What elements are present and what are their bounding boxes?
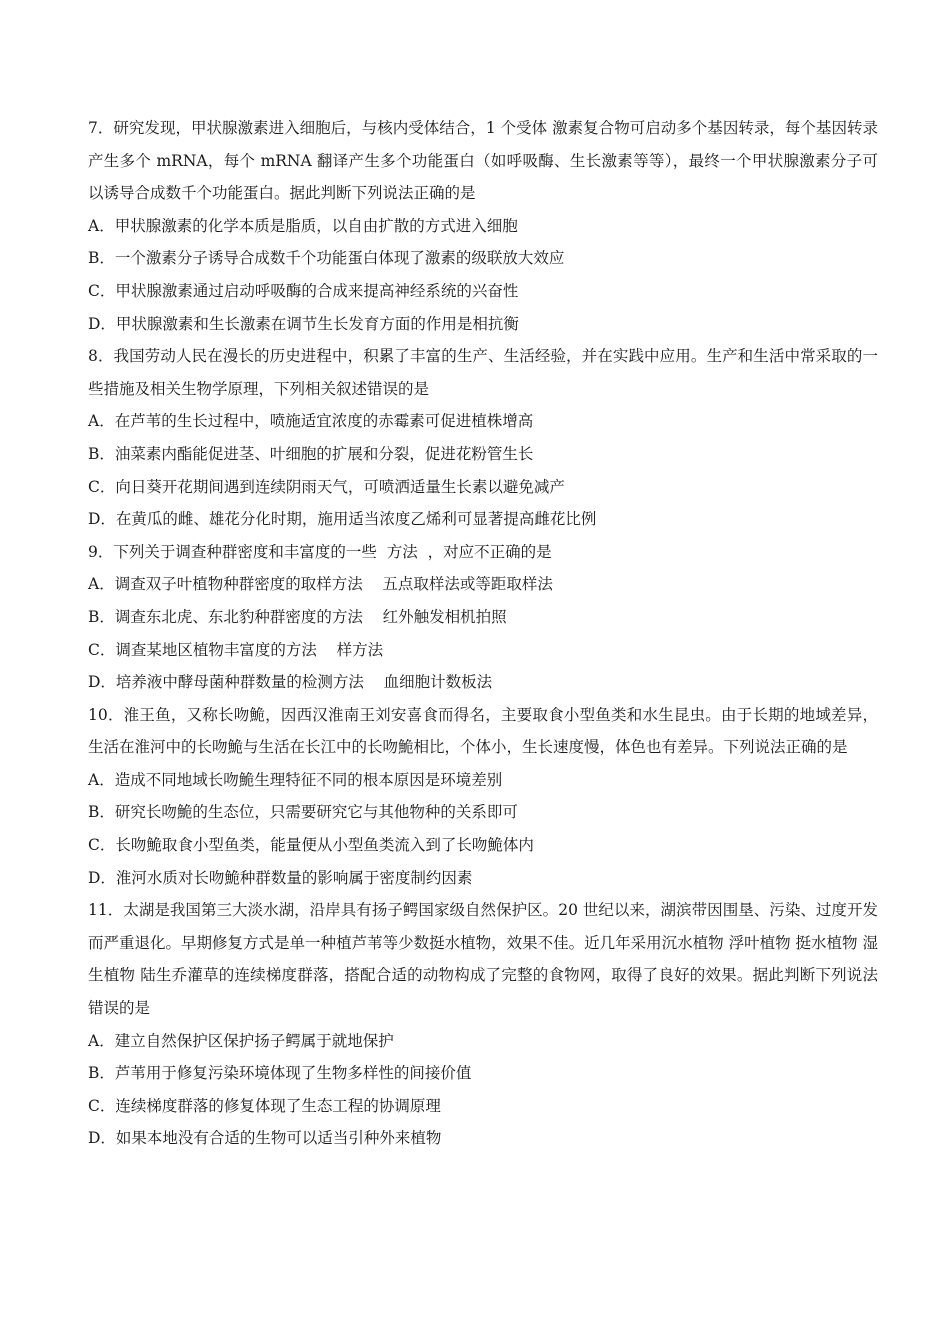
option-b: B．调查东北虎、东北豹种群密度的方法 红外触发相机拍照	[88, 607, 507, 626]
option-b: B．研究长吻鮠的生态位，只需要研究它与其他物种的关系即可	[88, 803, 518, 822]
question-9	[88, 536, 878, 699]
option-d: D．甲状腺激素和生长激素在调节生长发育方面的作用是相抗衡	[88, 314, 519, 333]
option-c: C．长吻鮠取食小型鱼类，能量便从小型鱼类流入到了长吻鮠体内	[88, 836, 534, 855]
question-stem: 8．我国劳动人民在漫长的历史进程中，积累了丰富的生产、生活经验，并在实践中应用。生产和生活中常采取的一些措施及相关生物学原理，下列相关叙述错误的是	[88, 347, 878, 398]
option-a: A．调查双子叶植物种群密度的取样方法 五点取样法或等距取样法	[88, 575, 553, 594]
option-c: C．调查某地区植物丰富度的方法 样方法	[88, 640, 384, 659]
option-c: C．甲状腺激素通过启动呼吸酶的合成来提高神经系统的兴奋性	[88, 281, 519, 300]
question-7	[88, 112, 878, 340]
option-b: B．一个激素分子诱导合成数千个功能蛋白体现了激素的级联放大效应	[88, 249, 565, 268]
question-stem: 10．淮王鱼，又称长吻鮠，因西汉淮南王刘安喜食而得名，主要取食小型鱼类和水生昆虫。由于长期的地域差异，生活在淮河中的长吻鮠与生活在长江中的长吻鮠相比，个体小，生长速度慢，体色也有差异。下列说法正确的是	[88, 705, 878, 757]
option-a: A．造成不同地域长吻鮠生理特征不同的根本原因是环境差别	[88, 770, 503, 789]
question-stem: 7．研究发现，甲状腺激素进入细胞后，与核内受体结合，1 个受体 激素复合物可启动多个基因转录，每个基因转录产生多个 mRNA，每个 mRNA 翻译产生多个功能蛋白（如呼吸酶、生长激素等等），最终一个甲状腺激素分子可以诱导合成数千个功能蛋白。据此判断下列说法正确的是	[88, 119, 878, 203]
option-a: A．在芦苇的生长过程中，喷施适宜浓度的赤霉素可促进植株增高	[88, 412, 534, 431]
option-a: A．甲状腺激素的化学本质是脂质，以自由扩散的方式进入细胞	[88, 216, 518, 235]
option-c: C．连续梯度群落的修复体现了生态工程的协调原理	[88, 1096, 441, 1115]
question-8	[88, 340, 878, 536]
question-10	[88, 699, 878, 895]
question-stem: 11．太湖是我国第三大淡水湖，沿岸具有扬子鳄国家级自然保护区。20 世纪以来，湖滨带因围垦、污染、过度开发而严重退化。早期修复方式是单一种植芦苇等少数挺水植物，效果不佳。近几年采用沉水植物 浮叶植物 挺水植物 湿生植物 陆生乔灌草的连续梯度群落，搭配合适的动物构成了完整的食物网，取得了良好的效果。据此判断下列说法错误的是	[88, 901, 878, 1018]
option-d: D．在黄瓜的雌、雄花分化时期，施用适当浓度乙烯利可显著提高雌花比例	[88, 510, 597, 529]
question-11	[88, 894, 878, 1155]
option-d: D．如果本地没有合适的生物可以适当引种外来植物	[88, 1129, 442, 1148]
exam-page	[88, 112, 878, 1155]
option-c: C．向日葵开花期间遇到连续阴雨天气，可喷洒适量生长素以避免减产	[88, 477, 565, 496]
option-d: D．培养液中酵母菌种群数量的检测方法 血细胞计数板法	[88, 673, 493, 692]
option-a: A．建立自然保护区保护扬子鳄属于就地保护	[88, 1031, 394, 1050]
option-b: B．油菜素内酯能促进茎、叶细胞的扩展和分裂，促进花粉管生长	[88, 444, 534, 463]
option-b: B．芦苇用于修复污染环境体现了生物多样性的间接价值	[88, 1064, 472, 1083]
option-d: D．淮河水质对长吻鮠种群数量的影响属于密度制约因素	[88, 868, 473, 887]
question-stem: 9．下列关于调查种群密度和丰富度的一些 方法 ，对应不正确的是	[88, 542, 552, 561]
